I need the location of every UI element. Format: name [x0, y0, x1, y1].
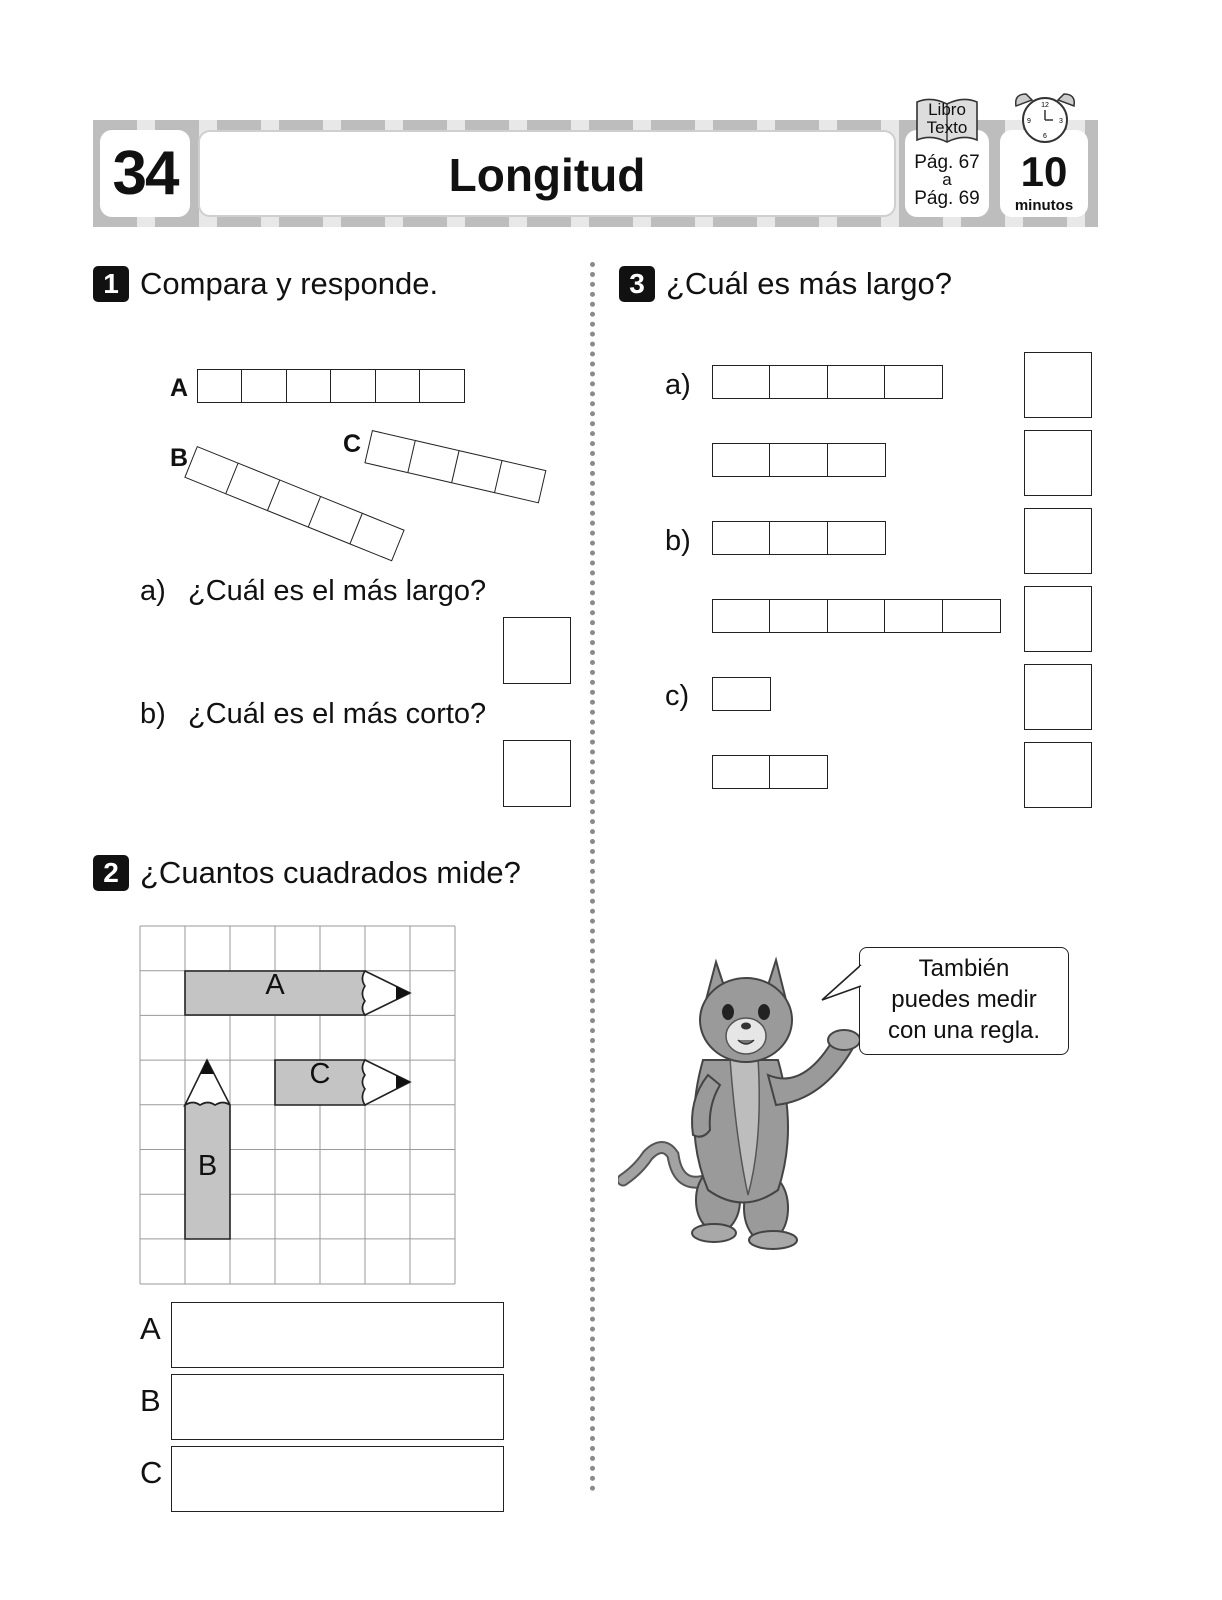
strip-cell — [827, 521, 886, 555]
strip-3b-2 — [712, 599, 1001, 633]
answer-row-label-b: B — [140, 1383, 161, 1418]
speech-text — [859, 953, 1069, 1046]
question-b-text: ¿Cuál es el más corto? — [188, 698, 487, 730]
answer-box-3c-2[interactable] — [1024, 742, 1092, 808]
strip-cell — [769, 755, 828, 789]
group-b-label: b) — [665, 525, 691, 557]
section-3-title: ¿Cuál es más largo? — [666, 266, 953, 301]
answer-box-shortest[interactable] — [503, 740, 571, 807]
strip-3c-1 — [712, 677, 771, 711]
strip-cell — [330, 369, 376, 403]
strip-c — [364, 430, 546, 503]
group-c-label: c) — [665, 680, 690, 712]
strip-cell — [494, 460, 546, 503]
answer-box-3a-1[interactable] — [1024, 352, 1092, 418]
page-to: Pág. 69 — [914, 188, 980, 209]
pencil-c-label: C — [309, 1058, 331, 1090]
strip-cell — [712, 677, 771, 711]
book-label-line1: Libro — [928, 100, 966, 119]
svg-text:3: 3 — [1059, 118, 1063, 125]
time-value: 10 — [1020, 148, 1068, 195]
answer-field-a[interactable] — [171, 1302, 504, 1368]
strip-cell — [884, 365, 943, 399]
speech-line-3: con una regla. — [887, 1017, 1041, 1044]
question-a-text: ¿Cuál es el más largo? — [188, 575, 487, 607]
strip-cell — [712, 599, 771, 633]
strip-cell — [769, 443, 828, 477]
section-1-number: 1 — [93, 266, 129, 302]
strip-cell — [769, 365, 828, 399]
pencil-b-label: B — [197, 1150, 218, 1182]
time-unit: minutos — [1014, 197, 1074, 214]
strip-cell — [942, 599, 1001, 633]
svg-text:12: 12 — [1041, 102, 1049, 109]
strip-cell — [419, 369, 465, 403]
strip-cell — [286, 369, 332, 403]
alarm-clock-icon — [1008, 88, 1082, 150]
page-separator: a — [942, 170, 952, 189]
strip-cell — [827, 365, 886, 399]
strip-label-a: A — [170, 374, 189, 402]
strip-cell — [712, 755, 771, 789]
section-2-number: 2 — [93, 855, 129, 891]
answer-box-3a-2[interactable] — [1024, 430, 1092, 496]
section-2-title: ¿Cuantos cuadrados mide? — [140, 855, 521, 890]
question-a-prefix: a) — [140, 575, 166, 607]
strip-cell — [712, 521, 771, 555]
strip-cell — [884, 599, 943, 633]
speech-line-2: puedes medir — [891, 986, 1037, 1013]
strip-3c-2 — [712, 755, 828, 789]
answer-field-b[interactable] — [171, 1374, 504, 1440]
strip-cell — [769, 599, 828, 633]
answer-box-3b-2[interactable] — [1024, 586, 1092, 652]
strip-cell — [197, 369, 243, 403]
strip-cell — [375, 369, 421, 403]
strip-a — [197, 369, 465, 403]
strip-cell — [712, 443, 771, 477]
answer-box-3c-1[interactable] — [1024, 664, 1092, 730]
pencil-a-label: A — [265, 969, 285, 1001]
lesson-number: 34 — [112, 139, 178, 208]
strip-cell — [769, 521, 828, 555]
page-from: Pág. 67 — [914, 152, 980, 173]
strip-label-c: C — [343, 430, 362, 458]
question-b-prefix: b) — [140, 698, 166, 730]
svg-text:6: 6 — [1043, 133, 1047, 140]
strip-3a-2 — [712, 443, 886, 477]
section-3-number: 3 — [619, 266, 655, 302]
answer-field-c[interactable] — [171, 1446, 504, 1512]
svg-text:9: 9 — [1027, 118, 1031, 125]
answer-box-longest[interactable] — [503, 617, 571, 684]
strip-cell — [241, 369, 287, 403]
speech-line-1: También — [918, 955, 1010, 982]
answer-row-label-a: A — [140, 1311, 161, 1346]
page-title: Longitud — [448, 149, 646, 201]
strip-label-b: B — [170, 444, 189, 472]
strip-cell — [827, 599, 886, 633]
strip-cell — [827, 443, 886, 477]
strip-3a-1 — [712, 365, 943, 399]
answer-box-3b-1[interactable] — [1024, 508, 1092, 574]
strip-3b-1 — [712, 521, 886, 555]
answer-row-label-c: C — [140, 1455, 163, 1490]
book-label-line2: Texto — [926, 118, 968, 137]
group-a-label: a) — [665, 369, 691, 401]
section-1-title: Compara y responde. — [140, 266, 439, 301]
column-divider — [590, 262, 595, 1492]
strip-cell — [712, 365, 771, 399]
